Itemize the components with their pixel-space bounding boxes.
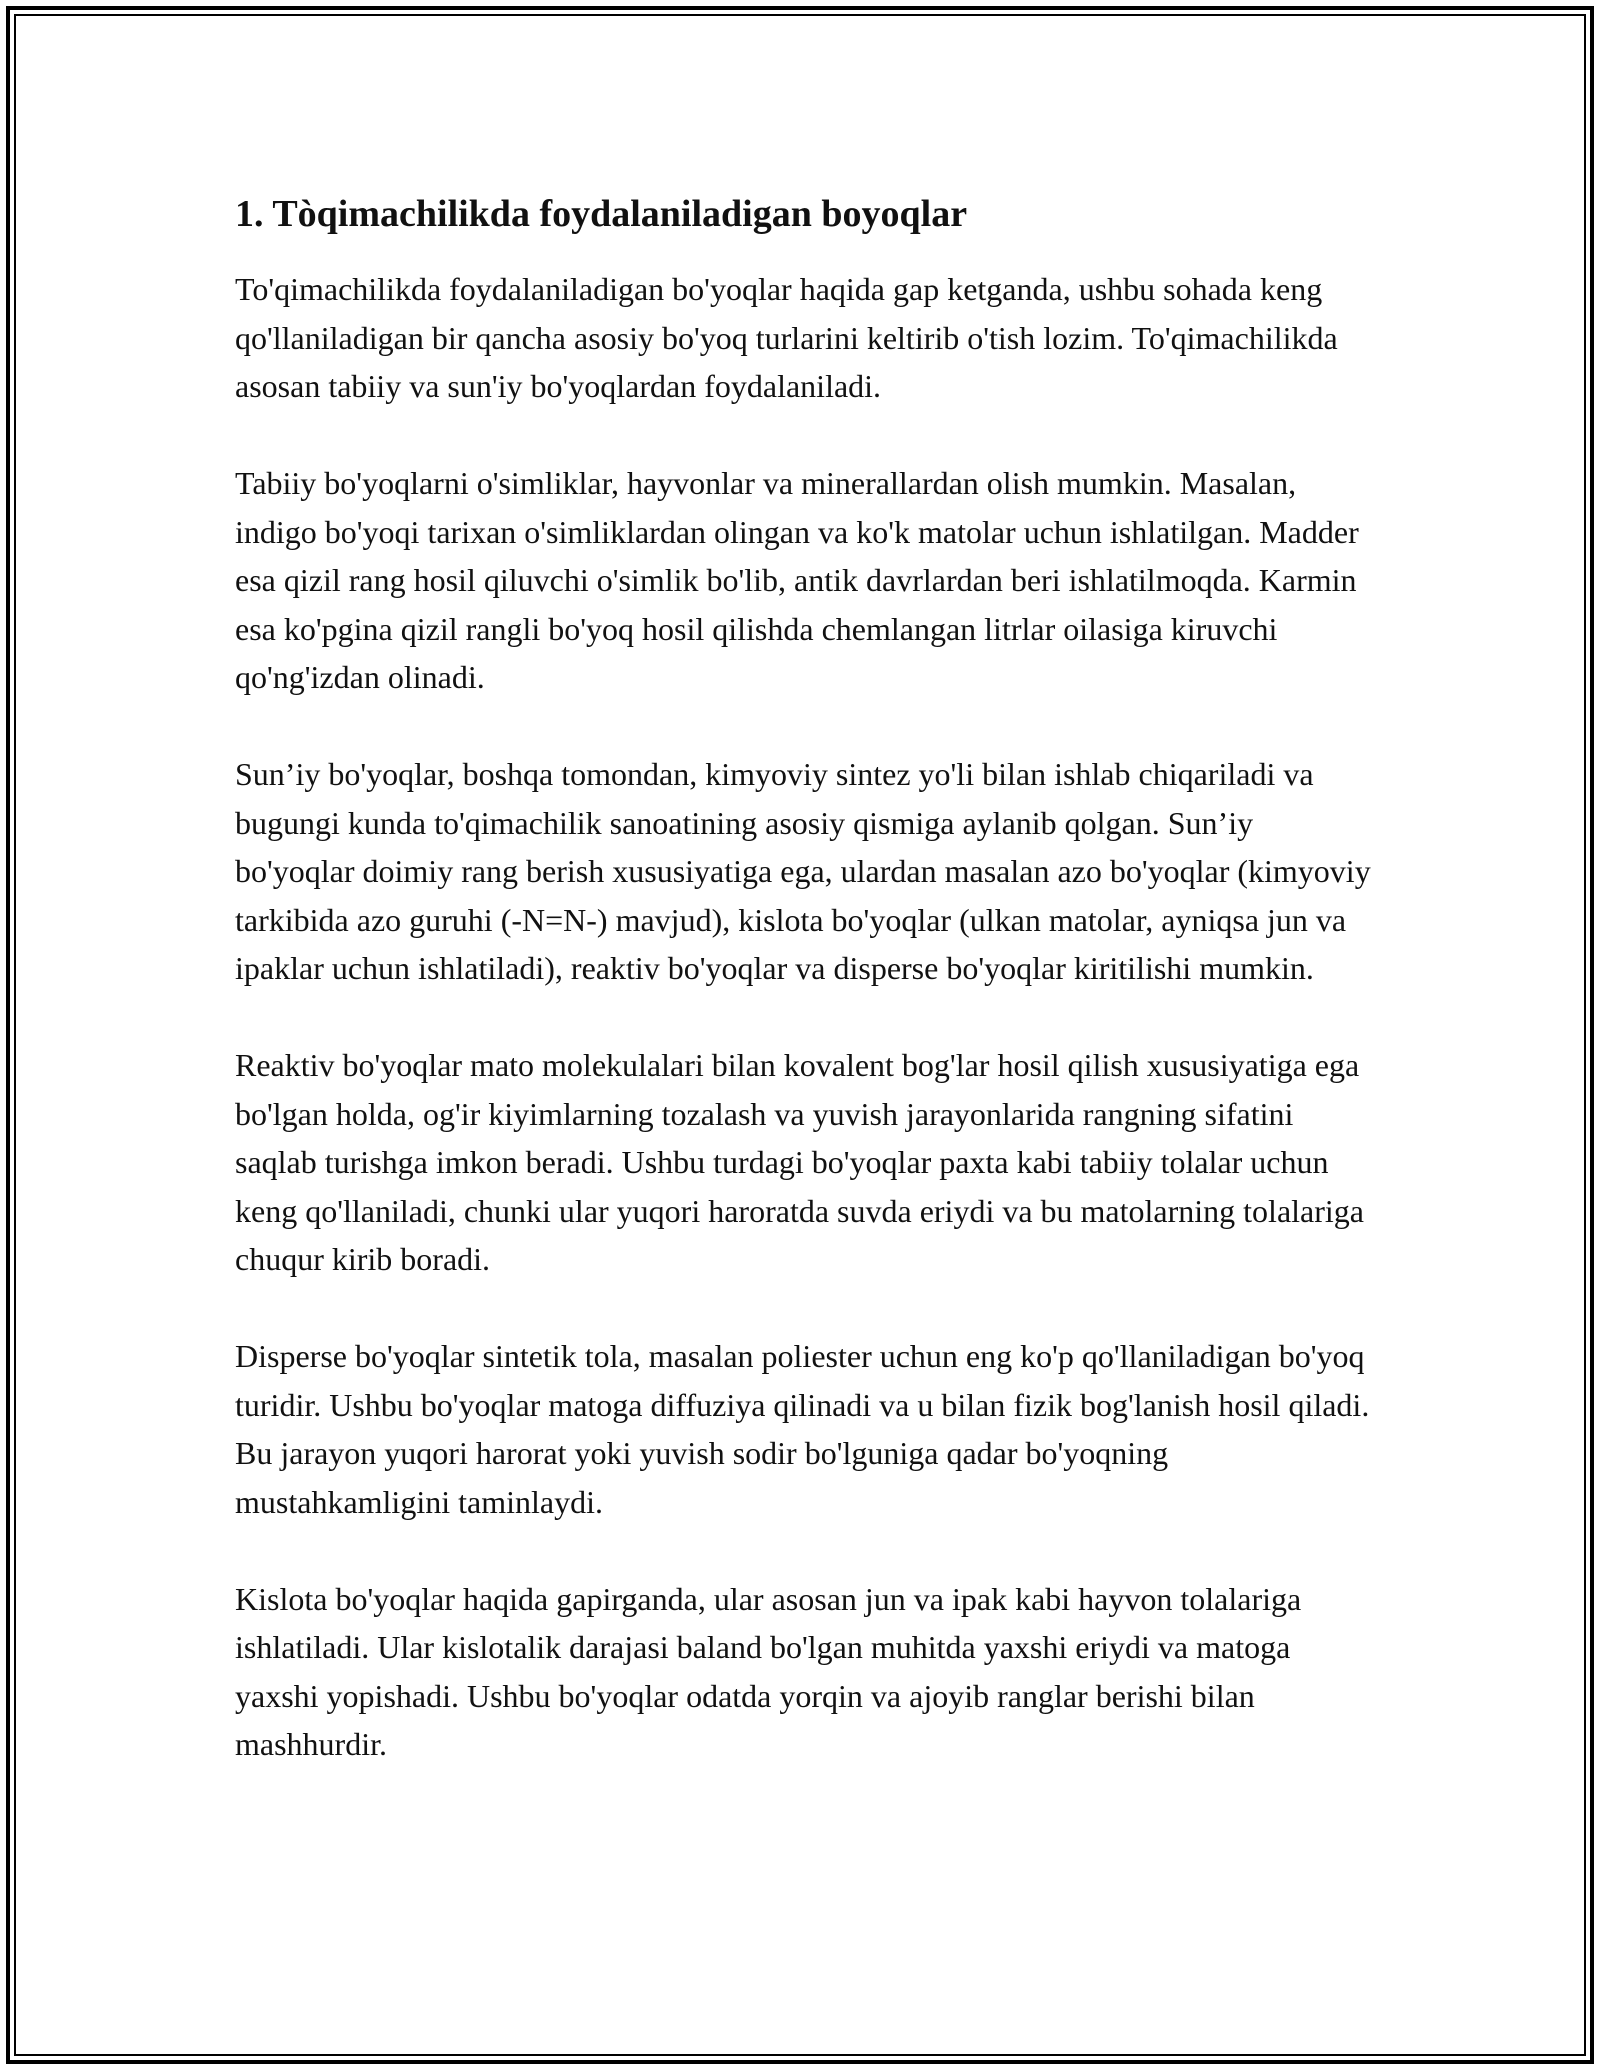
paragraph-4: Reaktiv bo'yoqlar mato molekulalari bilan kovalent bog'lar hosil qilish xususiyatiga ega bo'lgan holda, og'ir kiyimlarning tozalash va yuvish jarayonlarida rangning sifatini saqlab turishga imkon beradi. Ushbu turdagi bo'yoqlar paxta kabi tabiiy tolalar uchun keng qo'llaniladi, chunki ular yuqori haroratda suvda eriydi va bu matolarning tolalariga chuqur kirib boradi. — [235, 1047, 1364, 1277]
paragraph-1: To'qimachilikda foydalaniladigan bo'yoqlar haqida gap ketganda, ushbu sohada keng qo'llaniladigan bir qancha asosiy bo'yoq turlarini keltirib o'tish lozim. To'qimachilikda asosan tabiiy va sun'iy bo'yoqlardan foydalaniladi. — [235, 271, 1338, 404]
paragraph-5: Disperse bo'yoqlar sintetik tola, masalan poliester uchun eng ko'p qo'llaniladigan bo'yoq turidir. Ushbu bo'yoqlar matoga diffuziya qilinadi va u bilan fizik bog'lanish hosil qiladi. Bu jarayon yuqori harorat yoki yuvish sodir bo'lguniga qadar bo'yoqning mustahkamligini taminlaydi. — [235, 1338, 1370, 1520]
document-body — [235, 185, 1375, 1769]
paragraph-6: Kislota bo'yoqlar haqida gapirganda, ular asosan jun va ipak kabi hayvon tolalariga ishlatiladi. Ular kislotalik darajasi baland bo'lgan muhitda yaxshi eriydi va matoga yaxshi yopishadi. Ushbu bo'yoqlar odatda yorqin va ajoyib ranglar berishi bilan mashhurdir. — [235, 1580, 1302, 1762]
document-title: 1. Tòqimachilikda foydalaniladigan boyoqlar — [235, 193, 968, 235]
paragraph-3: Sun’iy bo'yoqlar, boshqa tomondan, kimyoviy sintez yo'li bilan ishlab chiqariladi va bugungi kunda to'qimachilik sanoatining asosiy qismiga aylanib qolgan. Sun’iy bo'yoqlar doimiy rang berish xususiyatiga ega, ulardan masalan azo bo'yoqlar (kimyoviy tarkibida azo guruhi (-N=N-) mavjud), kislota bo'yoqlar (ulkan matolar, ayniqsa jun va ipaklar uchun ishlatiladi), reaktiv bo'yoqlar va disperse bo'yoqlar kiritilishi mumkin. — [235, 756, 1371, 986]
paragraph-2: Tabiiy bo'yoqlarni o'simliklar, hayvonlar va minerallardan olish mumkin. Masalan, indigo bo'yoqi tarixan o'simliklardan olingan va ko'k matolar uchun ishlatilgan. Madder esa qizil rang hosil qiluvchi o'simlik bo'lib, antik davrlardan beri ishlatilmoqda. Karmin esa ko'pgina qizil rangli bo'yoq hosil qilishda chemlangan litrlar oilasiga kiruvchi qo'ng'izdan olinadi. — [235, 465, 1359, 695]
